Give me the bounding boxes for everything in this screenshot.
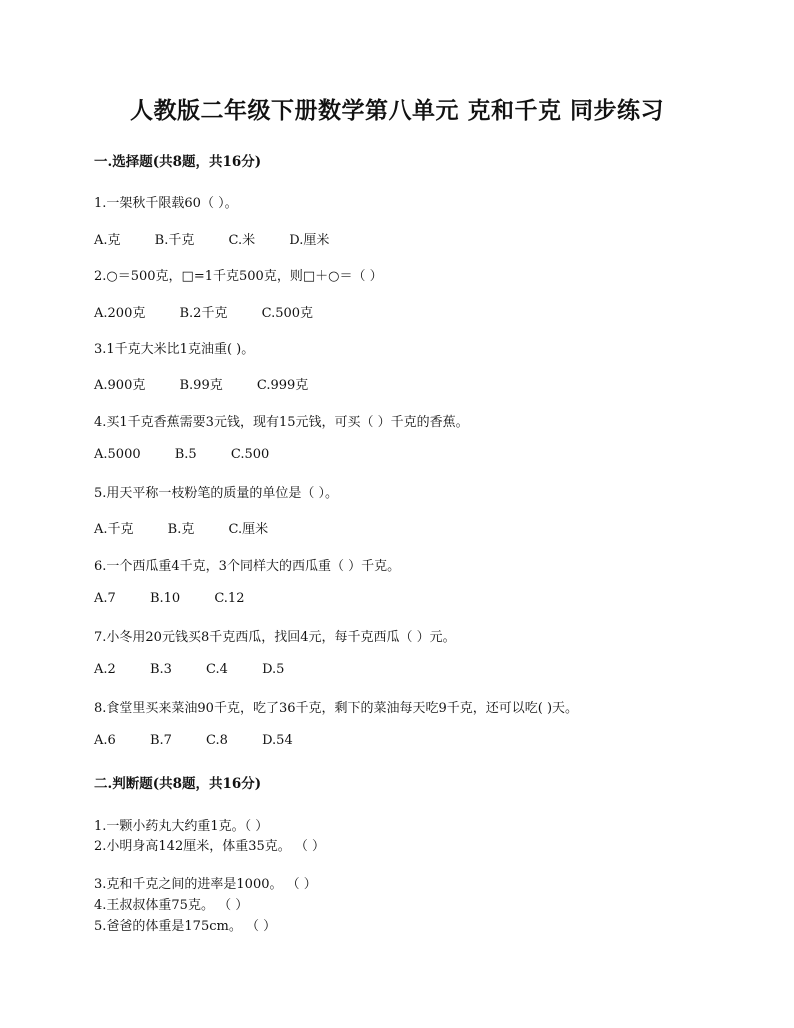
question-2: 2.○＝500克，□=1千克500克，则□＋○＝（ ）: [94, 269, 383, 284]
option-a: A.5000: [94, 447, 141, 462]
option-a: A.6: [94, 733, 116, 748]
question-1: 1.一架秋千限载60（ ）。: [94, 196, 238, 211]
option-a: A.千克: [94, 522, 134, 537]
option-d: D.厘米: [289, 233, 330, 248]
option-d: D.5: [262, 662, 285, 677]
option-a: A.200克: [94, 306, 146, 321]
options-5: [94, 518, 298, 537]
options-1: [94, 229, 359, 248]
options-2: [94, 302, 343, 321]
judgement-item-4: 4.王叔叔体重75克。 （ ）: [94, 898, 249, 913]
judgement-item-3: 3.克和千克之间的进率是1000。 （ ）: [94, 877, 317, 892]
option-b: B.5: [174, 447, 197, 462]
option-d: D.54: [262, 733, 293, 748]
options-8: [94, 733, 323, 748]
option-b: B.10: [149, 591, 181, 606]
question-6: 6.一个西瓜重4千克，3个同样大的西瓜重（ ）千克。: [94, 559, 401, 574]
option-c: C.厘米: [228, 522, 269, 537]
option-a: A.7: [94, 591, 116, 606]
option-c: C.500: [230, 447, 270, 462]
option-c: C.8: [206, 733, 228, 748]
option-c: C.米: [228, 233, 256, 248]
option-a: A.克: [94, 233, 121, 248]
option-b: B.千克: [154, 233, 195, 248]
option-c: C.999克: [256, 378, 309, 393]
options-7: [94, 662, 314, 677]
options-3: [94, 374, 338, 393]
option-b: B.7: [149, 733, 172, 748]
option-c: C.500克: [261, 306, 314, 321]
option-b: B.2千克: [179, 306, 228, 321]
section-heading-judgement: 二.判断题(共8题，共16分): [94, 776, 262, 792]
option-c: C.12: [214, 591, 245, 606]
question-5: 5.用天平称一枝粉笔的质量的单位是（ ）。: [94, 486, 339, 501]
option-c: C.4: [206, 662, 228, 677]
options-6: [94, 591, 274, 606]
question-3: 3.1千克大米比1克油重( )。: [94, 342, 255, 357]
question-7: 7.小冬用20元钱买8千克西瓜，找回4元，每千克西瓜（ ）元。: [94, 630, 456, 645]
option-b: B.克: [167, 522, 195, 537]
section-heading-choice: 一.选择题(共8题，共16分): [94, 154, 262, 170]
judgement-item-2: 2.小明身高142厘米，体重35克。 （ ）: [94, 839, 326, 854]
question-8: 8.食堂里买来菜油90千克，吃了36千克，剩下的菜油每天吃9千克，还可以吃( )天。: [94, 701, 579, 716]
option-a: A.900克: [94, 378, 146, 393]
question-4: 4.买1千克香蕉需要3元钱，现有15元钱，可买（ ）千克的香蕉。: [94, 415, 469, 430]
option-a: A.2: [94, 662, 116, 677]
option-b: B.3: [149, 662, 172, 677]
judgement-item-1: 1.一颗小药丸大约重1克。（ ）: [94, 819, 269, 834]
option-b: B.99克: [179, 378, 223, 393]
page-title: 人教版二年级下册数学第八单元 克和千克 同步练习: [129, 97, 664, 124]
judgement-item-5: 5.爸爸的体重是175cm。 （ ）: [94, 919, 277, 934]
options-4: [94, 447, 299, 462]
